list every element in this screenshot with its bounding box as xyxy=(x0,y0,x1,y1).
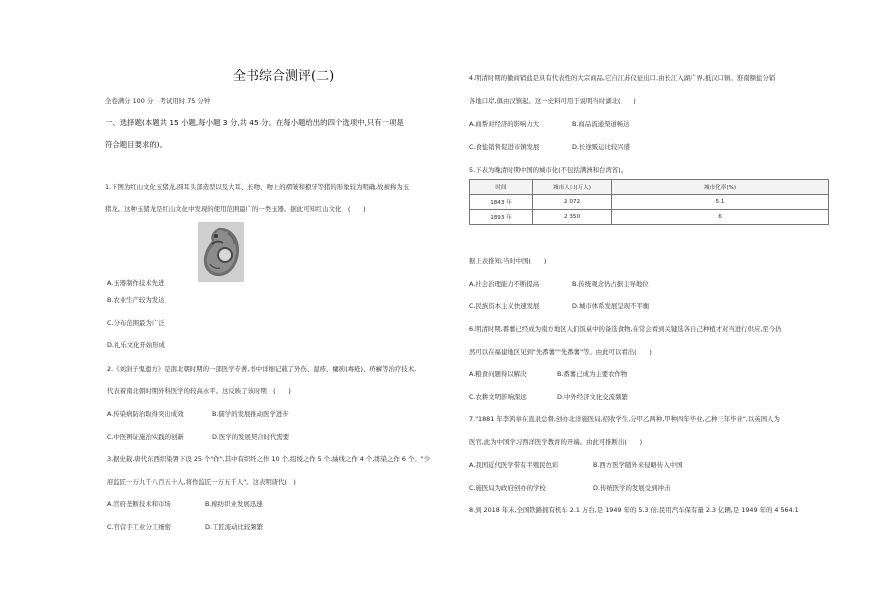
q5-option-d: D.城市体系发展呈现不平衡 xyxy=(572,302,650,310)
q2-option-d: D.医学的发展契合时代需要 xyxy=(212,433,290,441)
q2-stem-line1: 2.《刘涓子鬼遗方》是南北朝时期的一部医学专著,书中详细记载了外伤、湿疹、瘰疬(毒疮)、疥癣等治疗技术, xyxy=(107,365,417,373)
q6-option-a: A.粮食问题得以解决 xyxy=(469,370,527,378)
table-header-cell: 城市人口(万人) xyxy=(533,180,612,195)
q6-stem-line1: 6.明清时期,番薯已经成为南方地区人们饭桌中的备选食物,在常会看到关键选各自己种植才对当进行供应,至今仍 xyxy=(469,325,782,333)
q3-option-a: A.官府垄断技术和市场 xyxy=(107,500,171,508)
q6-option-c: C.农耕文明影响深远 xyxy=(469,393,527,401)
urbanization-table xyxy=(469,179,829,225)
q5-intro: 5.下表为晚清时期中国的城市化(不包括满洲和台湾省)。 xyxy=(469,166,628,174)
q4-option-d: D.长途贩运比较兴盛 xyxy=(572,143,631,151)
table-cell: 1843 年 xyxy=(470,195,533,210)
q7-stem-line1: 7."1881 年李鸿章在直隶总督,创办北洋施医局,招收学生,分甲乙两种,甲种四年毕业,乙种三年毕业",以英国人为 xyxy=(469,415,780,423)
q1-stem-line1: 1.下图为红山文化玉猪龙,圆耳头部造型以及大耳、长吻、吻上的褶皱和獠牙等猪的形象较为明确,故被称为玉 xyxy=(105,183,410,191)
q6-stem-line2: 然可以在福建地区见到"先番薯""先番薯"等。由此可以看出( ) xyxy=(469,348,652,356)
q6-option-b: B.番薯已成为主要农作物 xyxy=(557,370,628,378)
q6-option-d: D.中外经济文化交流频繁 xyxy=(557,393,628,401)
q1-stem-line2: 猪龙。这种玉猪龙是红山文化中发现的使用范围最广的一类玉器。据此可知红山文化 ( ) xyxy=(105,205,366,213)
q3-option-d: D.工匠流动比较频繁 xyxy=(205,523,264,531)
q8-stem-line1: 8.到 2018 年末,全国铁路拥有机车 2.1 万台,是 1949 年的 5.3 倍;民用汽车保有量 2.3 亿辆,是 1949 年的 4 564.1 xyxy=(469,506,799,514)
table-cell: 5.1 xyxy=(612,195,829,210)
table-header-cell: 时间 xyxy=(470,180,533,195)
q4-option-a: A.商帮对经济的影响力大 xyxy=(469,120,540,128)
q3-option-b: B.棉纺织业发展迅速 xyxy=(205,500,263,508)
table-header-row xyxy=(470,180,829,195)
table-row xyxy=(470,195,829,210)
q1-option-b: B.农业生产较为发达 xyxy=(107,296,165,304)
page-title: 全书综合测评(二) xyxy=(233,69,335,84)
q2-stem-line2: 代表着南北朝时期外科医学的较高水平。这反映了该时期 ( ) xyxy=(107,387,291,395)
jade-pig-dragon-image xyxy=(198,222,244,282)
q2-option-a: A.传染病防治取得突出成效 xyxy=(107,410,184,418)
q1-option-c: C.分布范围最为广泛 xyxy=(107,319,165,327)
q3-option-c: C.官营手工业分工细密 xyxy=(107,523,172,531)
q5-option-a: A.社会治理能力不断提高 xyxy=(469,280,540,288)
q4-stem-line1: 4.明清时期的徽商销盐是具有代表性的大宗商品,它自江苏仪征出口,由长江入湖广界,抵汉口镇。淮南额盐分销 xyxy=(469,74,776,82)
section-heading-line2: 符合题目要求的)。 xyxy=(105,140,168,149)
section-heading-line1: 一、选择题(本题共 15 小题,每小题 3 分,共 45 分。在每小题给出的四个选项中,只有一项是 xyxy=(105,118,404,127)
q4-option-b: B.商品流通渠道畅达 xyxy=(572,120,630,128)
q7-option-a: A.我国近代医学带有半殖民色彩 xyxy=(469,461,559,469)
q2-option-c: C.中医辨证施治实践的创新 xyxy=(107,433,184,441)
q7-option-b: B.西方医学随外来侵略传入中国 xyxy=(593,461,683,469)
table-cell: 1893 年 xyxy=(470,210,533,225)
q7-stem-line2: 医官,此为中国学习西洋医学教育的开端。由此可推断出( ) xyxy=(469,438,643,446)
table-row xyxy=(470,210,829,225)
q4-option-c: C.食盐销售促进市镇发展 xyxy=(469,143,540,151)
q1-option-a: A.玉器制作技术先进 xyxy=(107,279,165,287)
q7-option-c: C.施医局为政府创办的学校 xyxy=(469,484,546,492)
q4-stem-line2: 各地口岸,俱由汉镇起。这一史料可用于说明当时湖北( ) xyxy=(469,97,636,105)
table-cell: 6 xyxy=(612,210,829,225)
table-cell: 2 350 xyxy=(533,210,612,225)
q5-option-c: C.民族资本主义快速发展 xyxy=(469,302,540,310)
q5-stem: 据上表推知,当时中国( ) xyxy=(469,257,547,265)
table-cell: 2 072 xyxy=(533,195,612,210)
q3-stem-line1: 3.据史载,唐代东西织染署下设 25 个"作",其中有织纴之作 10 个,组绶之作 5 个,紬线之作 4 个,练染之作 6 个。"少 xyxy=(107,455,431,463)
table-header-cell: 城市化率(%) xyxy=(612,180,829,195)
q2-option-b: B.儒学的发展推动医学进步 xyxy=(212,410,289,418)
q3-stem-line2: 府监匠一万九千八百五十人,将作监匠一万五千人"。这表明唐代( ) xyxy=(107,478,296,486)
q5-option-b: B.传统观念仍占据主导地位 xyxy=(572,280,649,288)
exam-meta: 全卷满分 100 分 考试用时 75 分钟 xyxy=(105,97,211,105)
q1-option-d: D.礼乐文化开始形成 xyxy=(107,341,166,349)
q7-option-d: D.传统医学的发展受到冲击 xyxy=(593,484,671,492)
